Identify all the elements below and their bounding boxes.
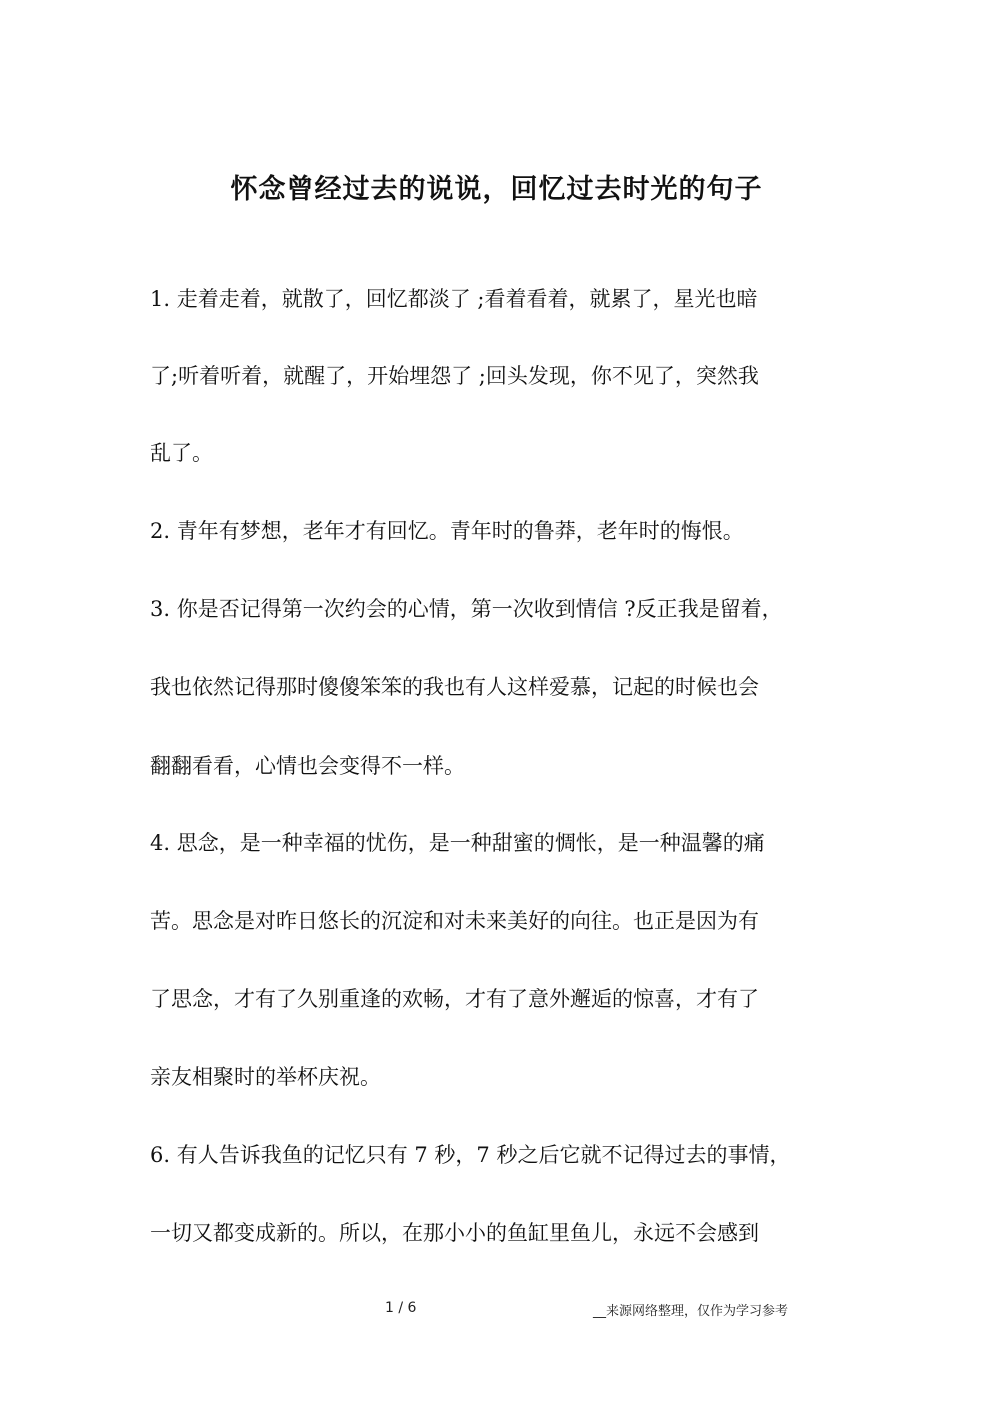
page-number: 1 / 6 [385,1300,417,1316]
text-line: 4. 思念，是一种幸福的忧伤，是一种甜蜜的惆怅，是一种温馨的痛 [150,831,765,855]
text-line: 3. 你是否记得第一次约会的心情，第一次收到情信 ?反正我是留着， [150,597,783,621]
text-line: 2. 青年有梦想，老年才有回忆。青年时的鲁莽，老年时的悔恨。 [150,519,744,543]
text-line: 我也依然记得那时傻傻笨笨的我也有人这样爱慕，记起的时候也会 [150,675,759,699]
text-line: 翻翻看看，心情也会变得不一样。 [150,754,465,778]
text-line: 1. 走着走着，就散了，回忆都淡了 ;看着看着，就累了，星光也暗 [150,287,758,311]
footer-note: __来源网络整理，仅作为学习参考 [593,1304,789,1319]
page-title: 怀念曾经过去的说说，回忆过去时光的句子 [230,174,763,205]
text-line: 一切又都变成新的。所以，在那小小的鱼缸里鱼儿，永远不会感到 [150,1221,759,1245]
text-line: 了;听着听着，就醒了，开始埋怨了 ;回头发现，你不见了，突然我 [150,364,759,388]
text-line: 乱了。 [150,441,213,465]
text-line: 苦。思念是对昨日悠长的沉淀和对未来美好的向往。也正是因为有 [150,909,759,933]
text-line: 亲友相聚时的举杯庆祝。 [150,1065,381,1089]
text-line: 6. 有人告诉我鱼的记忆只有 7 秒，7 秒之后它就不记得过去的事情， [150,1143,791,1167]
text-line: 了思念，才有了久别重逢的欢畅，才有了意外邂逅的惊喜，才有了 [150,987,759,1011]
